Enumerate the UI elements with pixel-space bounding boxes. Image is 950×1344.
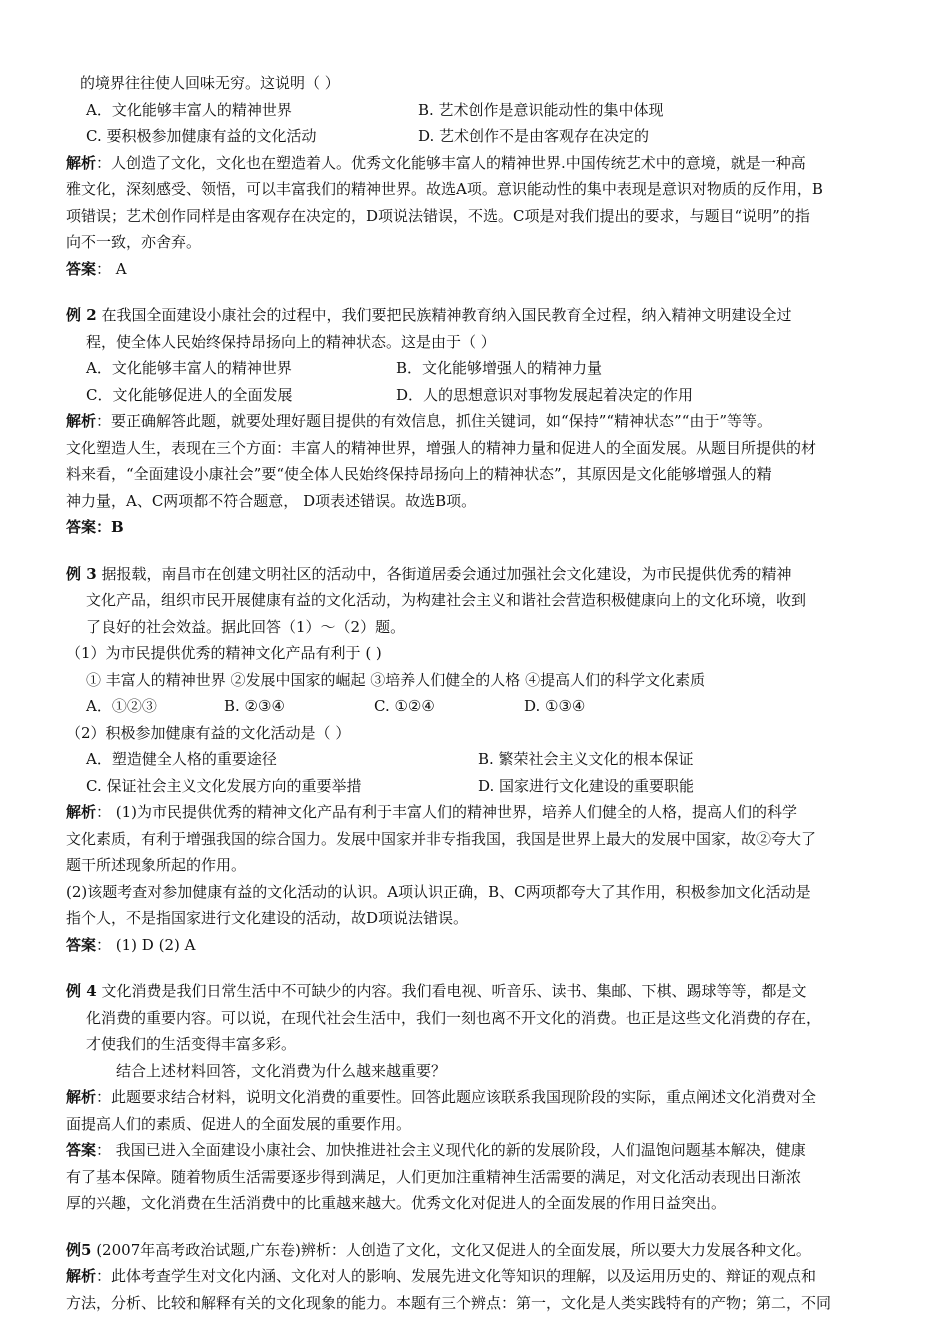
analysis-line: 指个人，不是指国家进行文化建设的活动，故D项说法错误。 (66, 909, 469, 927)
option-d: D．人的思想意识对事物发展起着决定的作用 (396, 385, 694, 404)
option-a: A．①②③ (86, 697, 157, 715)
analysis-line: 神力量，A、C两项都不符合题意， D项表述错误。故选B项。 (66, 491, 477, 510)
answer-text: ： A (96, 259, 127, 278)
analysis-label: 解析 (66, 412, 97, 430)
example-4-question: 结合上述材料回答，文化消费为什么越来越重要？ (116, 1061, 447, 1080)
option-b: B. 繁荣社会主义文化的根本保证 (478, 750, 694, 768)
analysis-text: ：人创造了文化，文化也在塑造着人。优秀文化能够丰富人的精神世界.中国传统艺术中的意境，就是一种高 (96, 153, 806, 172)
analysis-text: ：此题要求结合材料，说明文化消费的重要性。回答此题应该联系我国现阶段的实际，重点阐述文化消费对全 (96, 1088, 817, 1106)
document-page (66, 70, 886, 1316)
answer-text: ： 我国已进入全面建设小康社会、加快推进社会主义现代化的新的发展阶段，人们温饱问题基本解决，健康 (96, 1141, 806, 1159)
answer-text: ： (1) D (2) A (96, 935, 196, 954)
stem-line: 才使我们的生活变得丰富多彩。 (86, 1035, 297, 1053)
answer-line (66, 256, 886, 283)
option-c: C. 要积极参加健康有益的文化活动 (86, 127, 317, 145)
answer-label: 答案 (66, 518, 97, 536)
analysis-line: 项错误；艺术创作同样是由客观存在决定的，D项说法错误，不选。C项是对我们提出的要求，与题目“说明”的指 (66, 206, 810, 225)
analysis-line: 题干所述现象所起的作用。 (66, 856, 247, 874)
options-grid (66, 746, 886, 799)
answer-label: 答案 (66, 1141, 97, 1159)
stem-text: 文化消费是我们日常生活中不可缺少的内容。我们看电视、听音乐、读书、集邮、下棋、踢球等等，都是文 (96, 982, 807, 1000)
analysis-line: 文化塑造人生，表现在三个方面：丰富人的精神世界，增强人的精神力量和促进人的全面发展。从题目所提供的材 (66, 438, 817, 457)
sub-question-2: （2）积极参加健康有益的文化活动是（ ） (66, 723, 351, 742)
analysis-text: ： (1)为市民提供优秀的精神文化产品有利于丰富人们的精神世界，培养人们健全的人格，提高人们的科学 (96, 803, 798, 821)
options-grid (66, 693, 886, 720)
analysis-line (66, 408, 886, 435)
option-b: B. ②③④ (224, 697, 285, 715)
analysis-line (66, 1084, 886, 1111)
option-b: B．文化能够增强人的精神力量 (396, 359, 603, 377)
answer-label: 答案 (66, 935, 97, 954)
example-5-stem (66, 1237, 886, 1264)
example-label: 例 4 (66, 982, 97, 1000)
stem-text: 在我国全面建设小康社会的过程中，我们要把民族精神教育纳入国民教育全过程，纳入精神文明建设全过 (96, 306, 792, 324)
option-c: C. ①②④ (374, 697, 435, 715)
stem-line: 文化产品，组织市民开展健康有益的文化活动，为构建社会主义和谐社会营造积极健康向上的文化环境，收到 (86, 591, 807, 609)
example-label: 例5 (66, 1240, 92, 1259)
sub-question-1-items: ① 丰富人的精神世界 ②发展中国家的崛起 ③培养人们健全的人格 ④提高人们的科学文化素质 (86, 670, 706, 689)
answer-line (66, 932, 886, 959)
analysis-line: 向不一致，亦舍弃。 (66, 233, 202, 251)
analysis-line: 方法，分析、比较和解释有关的文化现象的能力。本题有三个辨点：第一，文化是人类实践特有的产物；第二，不同 (66, 1293, 832, 1312)
example-label: 例 3 (66, 564, 97, 583)
analysis-line: 文化素质，有利于增强我国的综合国力。发展中国家并非专指我国，我国是世界上最大的发展中国家，故②夸大了 (66, 829, 817, 848)
stem-text: 据报载，南昌市在创建文明社区的活动中，各街道居委会通过加强社会文化建设，为市民提供优秀的精神 (96, 564, 792, 583)
analysis-line: 面提高人们的素质、促进人的全面发展的重要作用。 (66, 1114, 412, 1133)
options-grid (66, 355, 886, 408)
option-c: C. 保证社会主义文化发展方向的重要举措 (86, 776, 362, 795)
answer-text: ：B (96, 518, 124, 536)
answer-line (66, 1137, 886, 1164)
example-3-stem (66, 561, 886, 588)
analysis-line: (2)该题考查对参加健康有益的文化活动的认识。A项认识正确，B、C两项都夸大了其作用，积极参加文化活动是 (66, 882, 811, 901)
answer-label: 答案 (66, 259, 97, 278)
option-c: C．文化能够促进人的全面发展 (86, 385, 293, 404)
stem-line: 化消费的重要内容。可以说，在现代社会生活中，我们一刻也离不开文化的消费。也正是这些文化消费的存在， (86, 1008, 822, 1027)
option-a: A．塑造健全人格的重要途径 (86, 750, 277, 768)
options-grid (66, 97, 886, 150)
analysis-line: 雅文化，深刻感受、领悟，可以丰富我们的精神世界。故选A项。意识能动性的集中表现是意识对物质的反作用，B (66, 180, 823, 198)
example-label: 例 2 (66, 306, 97, 324)
analysis-line (66, 150, 886, 177)
analysis-text: ：要正确解答此题，就要处理好题目提供的有效信息，抓住关键词，如“保持”“精神状态”“由于”等等。 (96, 412, 773, 430)
analysis-line (66, 1263, 886, 1290)
stem-text: (2007年高考政治试题,广东卷)辨析：人创造了文化，文化又促进人的全面发展，所以要大力发展各种文化。 (91, 1240, 811, 1259)
analysis-line: 料来看，“全面建设小康社会”要“使全体人民始终保持昂扬向上的精神状态”，其原因是文化能够增强人的精 (66, 465, 772, 483)
answer-line (66, 514, 886, 541)
option-d: D. ①③④ (524, 697, 586, 715)
option-d: D. 艺术创作不是由客观存在决定的 (418, 127, 650, 145)
option-d: D. 国家进行文化建设的重要职能 (478, 776, 695, 795)
analysis-label: 解析 (66, 803, 97, 821)
analysis-label: 解析 (66, 153, 97, 172)
example-2-stem (66, 302, 886, 329)
answer-line: 厚的兴趣，文化消费在生活消费中的比重越来越大。优秀文化对促进人的全面发展的作用日益突出。 (66, 1194, 727, 1212)
analysis-text: ：此体考查学生对文化内涵、文化对人的影响、发展先进文化等知识的理解，以及运用历史的、辩证的观点和 (96, 1267, 817, 1285)
answer-line: 有了基本保障。随着物质生活需要逐步得到满足，人们更加注重精神生活需要的满足，对文化活动表现出日渐浓 (66, 1167, 802, 1186)
analysis-label: 解析 (66, 1088, 97, 1106)
option-a: A．文化能够丰富人的精神世界 (86, 100, 292, 119)
option-a: A．文化能够丰富人的精神世界 (86, 359, 292, 377)
stem-line: 了良好的社会效益。据此回答（1）～（2）题。 (86, 617, 406, 636)
example-4-stem (66, 978, 886, 1005)
option-b: B. 艺术创作是意识能动性的集中体现 (418, 100, 664, 119)
stem-line: 程，使全体人民始终保持昂扬向上的精神状态。这是由于（ ） (86, 332, 496, 351)
question-continuation: 的境界往往使人回味无穷。这说明（ ） (80, 74, 340, 92)
analysis-label: 解析 (66, 1267, 97, 1285)
sub-question-1: （1）为市民提供优秀的精神文化产品有利于 ( ) (66, 644, 382, 662)
analysis-line (66, 799, 886, 826)
